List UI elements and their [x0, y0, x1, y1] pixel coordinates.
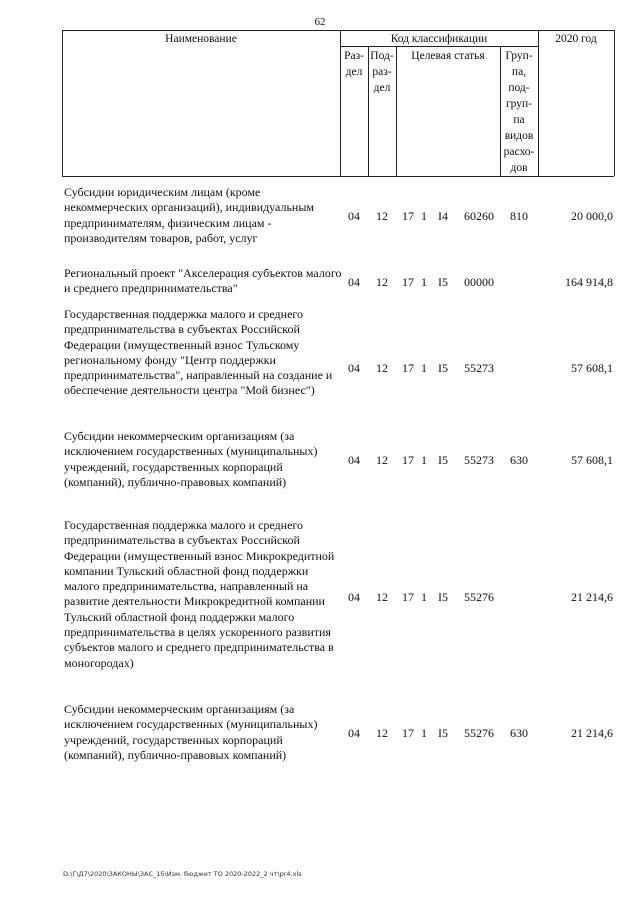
row-podrazdel: 12 [376, 590, 388, 604]
file-path-footer: D:\Г\Д7\2020\ЗАКОНЫ\ЗАС_15\Изм. бюджет ТО 2020-2022_2 чт\pr4.xls [63, 870, 302, 878]
row-target-4: 60260 [464, 209, 494, 223]
row-target-3: I5 [438, 590, 448, 604]
row-target-3: I4 [438, 209, 448, 223]
row-target-2: 1 [421, 453, 427, 467]
row-razdel: 04 [348, 361, 360, 375]
row-target-2: 1 [421, 209, 427, 223]
row-podrazdel: 12 [376, 275, 388, 289]
row-target-4: 00000 [464, 275, 494, 289]
row-name: Региональный проект "Акселерация субъектов малого и среднего предпринимательства" [64, 266, 342, 296]
row-razdel: 04 [348, 590, 360, 604]
header-year: 2020 год [555, 33, 597, 45]
row-target-3: I5 [438, 361, 448, 375]
row-amount: 21 214,6 [571, 726, 613, 740]
row-razdel: 04 [348, 209, 360, 223]
row-target-3: I5 [438, 453, 448, 467]
row-razdel: 04 [348, 275, 360, 289]
header-name: Наименование [165, 33, 237, 45]
row-target-1: 17 [402, 726, 414, 740]
row-group: 810 [510, 209, 528, 223]
row-group: 630 [510, 453, 528, 467]
row-podrazdel: 12 [376, 453, 388, 467]
row-amount: 57 608,1 [571, 361, 613, 375]
header-razdel: Раз- дел [344, 50, 364, 78]
row-name: Субсидии некоммерческим организациям (за исключением государственных (муниципальных) учреждений, государственных корпораций (компаний), публично-правовых компаний) [64, 429, 318, 489]
header-code: Код классификации [390, 33, 488, 45]
row-amount: 164 914,8 [565, 275, 613, 289]
header-group: Груп- па, под- груп- па видов расхо- дов [503, 50, 535, 174]
row-target-2: 1 [421, 726, 427, 740]
header-target: Целевая статья [411, 50, 485, 62]
row-target-4: 55276 [464, 726, 494, 740]
row-target-4: 55273 [464, 361, 494, 375]
row-target-1: 17 [402, 361, 414, 375]
row-podrazdel: 12 [376, 726, 388, 740]
row-amount: 57 608,1 [571, 453, 613, 467]
row-name: Субсидии некоммерческим организациям (за исключением государственных (муниципальных) учреждений, государственных корпораций (компаний), публично-правовых компаний) [64, 702, 318, 762]
row-razdel: 04 [348, 453, 360, 467]
row-group: 630 [510, 726, 528, 740]
row-target-1: 17 [402, 209, 414, 223]
row-target-2: 1 [421, 275, 427, 289]
row-target-1: 17 [402, 453, 414, 467]
row-target-4: 55276 [464, 590, 494, 604]
row-podrazdel: 12 [376, 209, 388, 223]
row-name: Государственная поддержка малого и среднего предпринимательства в субъектах Российской Федерации (имущественный взнос Микрокредитной компании Тульский областной фонд поддержки малого предпринимательства, направленный на развитие деятельности Микрокредитной компании Тульский областной фонд поддержки малого предпринимательства в целях ускоренного развития субъектов малого и среднего предпринимательства в моногородах) [64, 518, 335, 670]
row-target-4: 55273 [464, 453, 494, 467]
row-razdel: 04 [348, 726, 360, 740]
row-target-1: 17 [402, 275, 414, 289]
row-podrazdel: 12 [376, 361, 388, 375]
row-name: Государственная поддержка малого и среднего предпринимательства в субъектах Российской Федерации (имущественный взнос Тульскому региональному фонду "Центр поддержки предпринимательства", направленный на создание и обеспечение деятельности центра "Мой бизнес") [64, 307, 333, 398]
row-target-2: 1 [421, 590, 427, 604]
row-target-1: 17 [402, 590, 414, 604]
row-amount: 21 214,6 [571, 590, 613, 604]
row-target-3: I5 [438, 726, 448, 740]
row-target-3: I5 [438, 275, 448, 289]
header-podrazdel: Под- раз- дел [370, 50, 394, 94]
page-number: 62 [314, 16, 326, 28]
row-name: Субсидии юридическим лицам (кроме некоммерческих организаций), индивидуальным предпринимателям, физическим лицам - производителям товаров, работ, услуг [64, 185, 314, 245]
row-target-2: 1 [421, 361, 427, 375]
row-amount: 20 000,0 [571, 209, 613, 223]
